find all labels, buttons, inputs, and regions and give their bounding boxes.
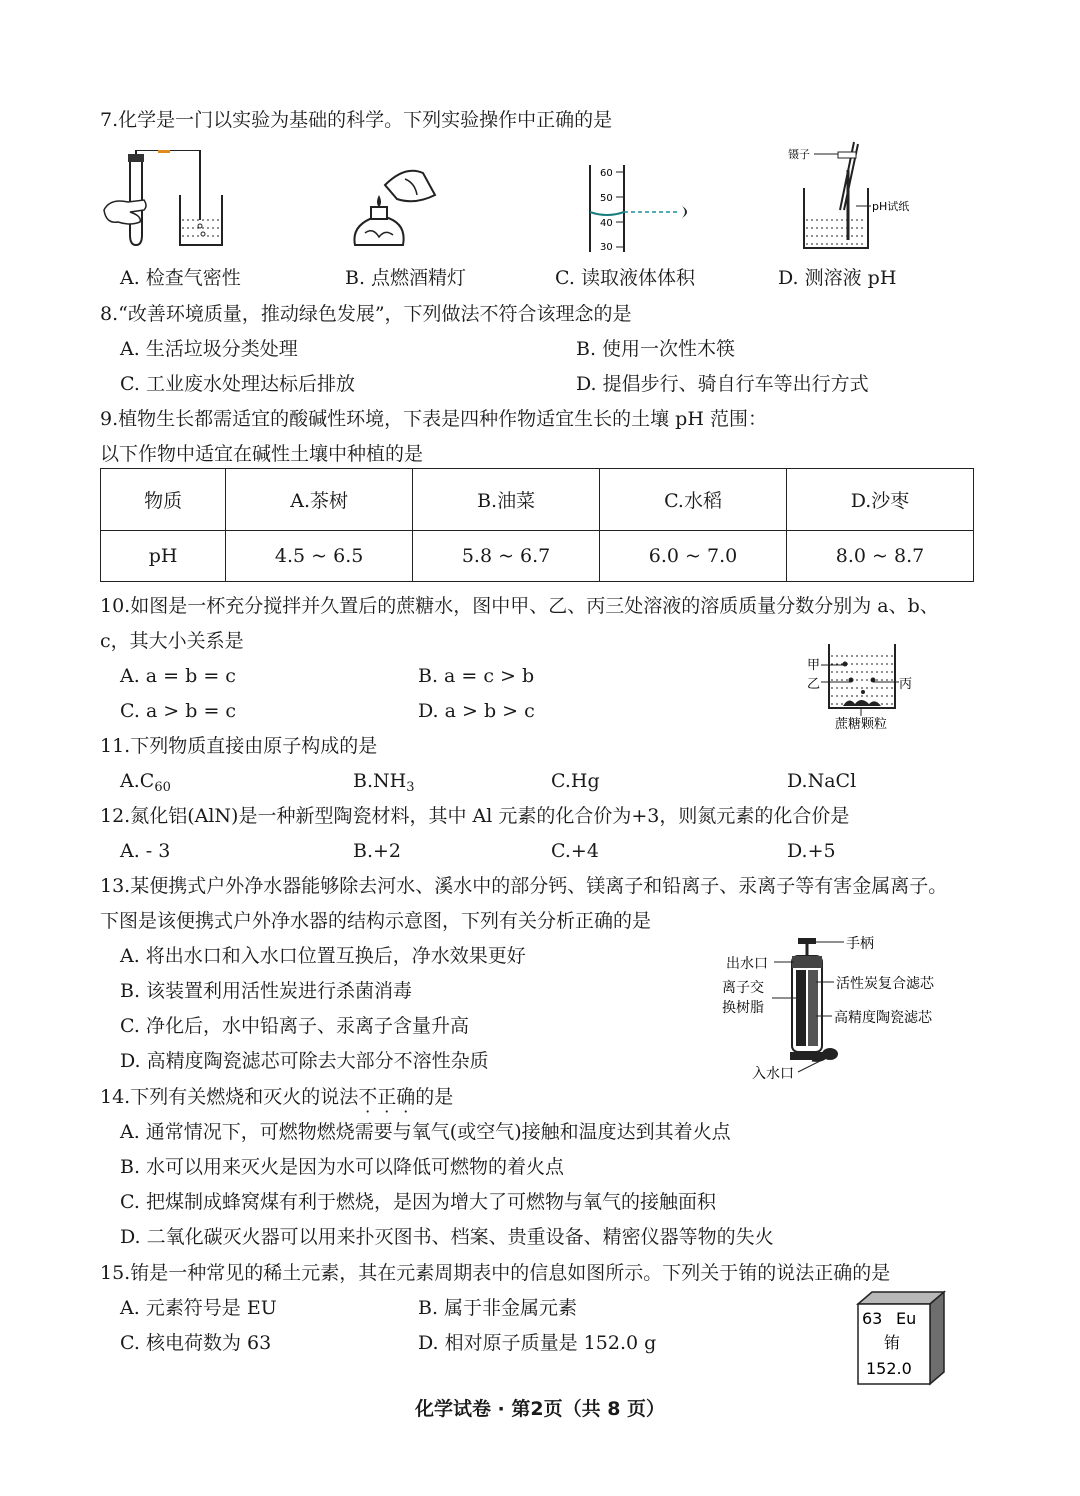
tick-60: 60 [600,168,613,179]
table-cell: 5.8 ~ 6.7 [413,530,600,581]
q13-stem-line1: 13.某便携式户外净水器能够除去河水、溪水中的部分钙、镁离子和铅离子、汞离子等有害金属离子。 [100,875,948,897]
q7-figure-c-read-volume [588,160,698,255]
table-header-cell: B.油菜 [413,469,600,531]
table-cell: 6.0 ~ 7.0 [600,530,787,581]
q10-option-a: A. a = b = c [120,665,236,687]
q9-stem-line1: 9.植物生长都需适宜的酸碱性环境，下表是四种作物适宜生长的土壤 pH 范围： [100,408,767,430]
q11-option-d [787,769,856,793]
q14-stem-pre: 14.下列有关燃烧和灭火的说法 [100,1086,359,1108]
tweezers-label: 镊子 [788,148,810,161]
soil-ph-table [100,468,974,582]
q12-option-c: C.+4 [551,840,599,862]
q11-option-a [120,769,171,800]
q7-option-c: C. 读取液体体积 [555,267,695,289]
table-cell: pH [101,530,226,581]
q10-sugar-water-figure [803,638,923,734]
q14-stem-post: 的是 [415,1086,454,1108]
element-symbol: Eu [896,1309,917,1328]
q14-stem-emphasis-2: 正 [377,1086,397,1108]
q10-stem-line2: c，其大小关系是 [100,630,244,652]
q11-option-b [353,769,414,800]
tick-50: 50 [600,193,613,204]
q11-option-a-main: A.C [120,770,155,792]
q11-option-b-main: B.NH [353,770,407,792]
label-outlet: 出水口 [726,956,768,972]
q12-option-a: A. - 3 [120,840,171,862]
label-ceramic: 高精度陶瓷滤芯 [834,1010,932,1026]
q11-option-a-sub: 60 [154,780,171,795]
q15-option-a: A. 元素符号是 EU [120,1297,277,1319]
label-inlet: 入水口 [752,1066,794,1082]
q15-option-d: D. 相对原子质量是 152.0 g [418,1332,657,1354]
q12-option-d: D.+5 [787,840,836,862]
q7-figure-a-airtightness [100,150,230,250]
q9-stem-line2: 以下作物中适宜在碱性土壤中种植的是 [100,443,424,465]
q15-option-b: B. 属于非金属元素 [418,1297,578,1319]
q10-option-d: D. a > b > c [418,700,535,722]
table-header-cell: A.茶树 [226,469,413,531]
q11-option-c [551,769,600,793]
sugar-caption: 蔗糖颗粒 [835,717,888,732]
label-jia: 甲 [807,658,821,673]
q7-option-d: D. 测溶液 pH [778,267,897,289]
element-number: 63 [862,1309,883,1328]
q7-option-b: B. 点燃酒精灯 [345,267,467,289]
q7-figure-b-alcohol-lamp [345,165,445,255]
q10-option-b: B. a = c > b [418,665,535,687]
q13-option-c: C. 净化后，水中铅离子、汞离子含量升高 [120,1015,469,1037]
table-header-cell: 物质 [101,469,226,531]
q11-option-d-main: D.NaCl [787,770,857,792]
q14-option-d: D. 二氧化碳灭火器可以用来扑灭图书、档案、贵重设备、精密仪器等物的失火 [120,1226,774,1248]
label-resin-line2: 换树脂 [722,1000,764,1016]
q13-stem-line2: 下图是该便携式户外净水器的结构示意图，下列有关分析正确的是 [100,910,652,932]
tick-30: 30 [600,242,613,253]
q10-option-c: C. a > b = c [120,700,237,722]
q12-option-b: B.+2 [353,840,402,862]
europium-element-cell [852,1290,948,1388]
q15-stem: 15.铕是一种常见的稀土元素，其在元素周期表中的信息如图所示。下列关于铕的说法正确的是 [100,1262,891,1284]
ph-paper-label: pH试纸 [872,200,910,213]
table-cell: 4.5 ~ 6.5 [226,530,413,581]
q14-option-c: C. 把煤制成蜂窝煤有利于燃烧，是因为增大了可燃物与氧气的接触面积 [120,1191,716,1213]
element-name: 铕 [884,1333,901,1352]
q8-option-d: D. 提倡步行、骑自行车等出行方式 [576,373,869,395]
q13-option-a: A. 将出水口和入水口位置互换后，净水效果更好 [120,945,526,967]
q14-stem-emphasis-3: 确 [396,1086,416,1108]
q7-figure-d-measure-ph [788,140,928,252]
q12-stem: 12.氮化铝(AlN)是一种新型陶瓷材料，其中 Al 元素的化合价为+3，则氮元素的化合价是 [100,805,850,827]
q11-stem: 11.下列物质直接由原子构成的是 [100,735,378,757]
q8-option-a: A. 生活垃圾分类处理 [120,338,298,360]
label-bing: 丙 [899,677,913,692]
q7-option-a: A. 检查气密性 [120,267,241,289]
q13-option-b: B. 该装置利用活性炭进行杀菌消毒 [120,980,413,1002]
q8-stem: 8.“改善环境质量，推动绿色发展”，下列做法不符合该理念的是 [100,303,632,325]
tick-40: 40 [600,218,613,229]
label-yi: 乙 [807,677,821,692]
label-handle: 手柄 [846,936,874,952]
q14-option-b: B. 水可以用来灭火是因为水可以降低可燃物的着火点 [120,1156,565,1178]
table-header-cell: D.沙枣 [787,469,974,531]
q7-stem: 7.化学是一门以实验为基础的科学。下列实验操作中正确的是 [100,109,613,131]
q15-option-c: C. 核电荷数为 63 [120,1332,272,1354]
q14-stem-emphasis-1: 不 [358,1086,378,1108]
table-row [101,469,974,531]
q14-option-a: A. 通常情况下，可燃物燃烧需要与氧气(或空气)接触和温度达到其着火点 [120,1121,731,1143]
q11-option-c-main: C.Hg [551,770,600,792]
q8-option-b: B. 使用一次性木筷 [576,338,736,360]
element-mass: 152.0 [866,1359,912,1378]
q14-stem [100,1085,453,1109]
page-footer: 化学试卷 · 第2页（共 8 页） [414,1398,666,1420]
table-row [101,530,974,581]
label-carbon: 活性炭复合滤芯 [836,976,934,992]
table-cell: 8.0 ~ 8.7 [787,530,974,581]
label-resin-line1: 离子交 [722,980,764,996]
q13-water-purifier-figure [722,928,962,1084]
q11-option-b-sub: 3 [406,780,415,795]
q10-stem-line1: 10.如图是一杯充分搅拌并久置后的蔗糖水，图中甲、乙、丙三处溶液的溶质质量分数分别为 a、b、 [100,595,939,617]
table-header-cell: C.水稻 [600,469,787,531]
q13-option-d: D. 高精度陶瓷滤芯可除去大部分不溶性杂质 [120,1050,489,1072]
q8-option-c: C. 工业废水处理达标后排放 [120,373,355,395]
